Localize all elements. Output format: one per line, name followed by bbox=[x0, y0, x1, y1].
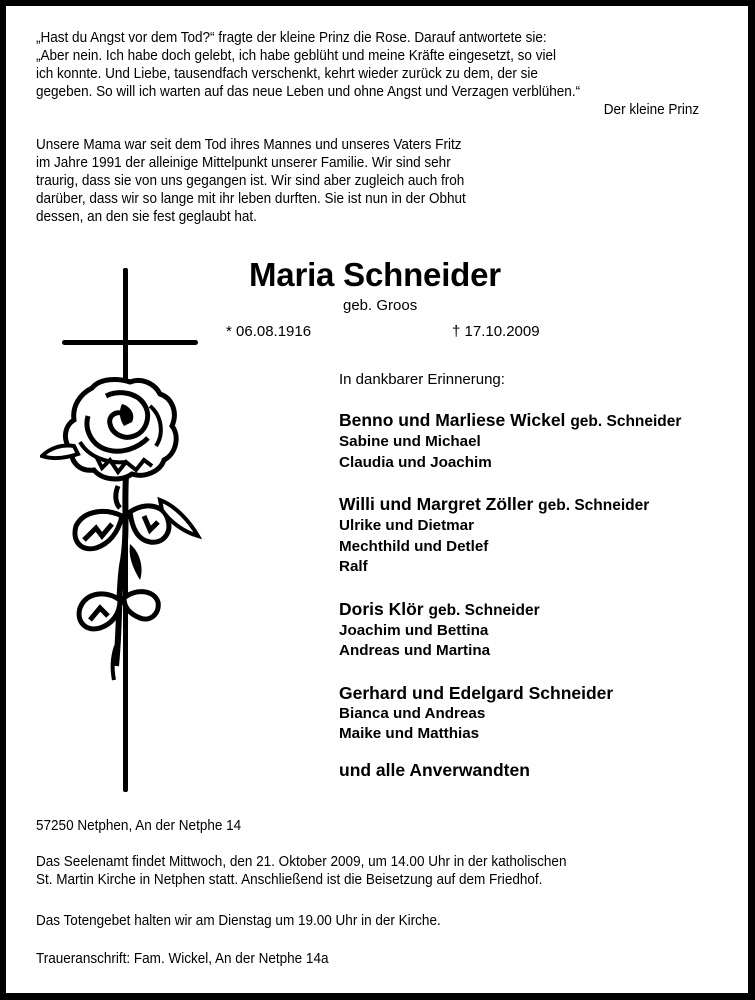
intro-line: dessen, an den sie fest geglaubt hat. bbox=[36, 208, 257, 225]
family-head-name: Gerhard und Edelgard Schneider bbox=[339, 682, 614, 703]
service-info bbox=[36, 853, 566, 889]
family-head-name: Benno und Marliese Wickel bbox=[339, 410, 566, 430]
family-maiden-name: geb. Schneider bbox=[428, 601, 540, 619]
maiden-name: geb. Groos bbox=[343, 297, 418, 314]
family-member: Bianca und Andreas bbox=[339, 704, 486, 722]
family-group bbox=[339, 683, 681, 745]
cross-bar-icon bbox=[62, 340, 198, 345]
intro-line: im Jahre 1991 der alleinige Mittelpunkt unserer Familie. Wir sind sehr bbox=[36, 154, 451, 171]
family-group bbox=[339, 599, 681, 662]
memory-heading: In dankbarer Erinnerung: bbox=[339, 371, 505, 388]
family-head bbox=[339, 599, 681, 621]
family-head-name: Doris Klör bbox=[339, 598, 424, 619]
family-member: Joachim und Bettina bbox=[339, 621, 489, 639]
family-group bbox=[339, 410, 681, 473]
family-member: Claudia und Joachim bbox=[339, 453, 492, 471]
mourning-address: Traueranschrift: Fam. Wickel, An der Netphe 14a bbox=[36, 950, 329, 967]
intro-paragraph bbox=[36, 136, 466, 226]
quote-block bbox=[36, 29, 580, 101]
death-date: † 17.10.2009 bbox=[452, 323, 540, 340]
family-head-name: Willi und Margret Zöller bbox=[339, 494, 534, 514]
family-maiden-name: geb. Schneider bbox=[538, 497, 650, 514]
family-maiden-name: geb. Schneider bbox=[570, 413, 682, 430]
obituary-page bbox=[6, 6, 748, 993]
quote-line: ich konnte. Und Liebe, tausendfach verschenkt, kehrt wieder zurück zu dem, der sie bbox=[36, 65, 538, 82]
family-head bbox=[339, 494, 681, 516]
family-head bbox=[339, 410, 681, 432]
quote-line: „Hast du Angst vor dem Tod?“ fragte der kleine Prinz die Rose. Darauf antwortete sie: bbox=[36, 29, 547, 46]
family-member: Ralf bbox=[339, 558, 368, 575]
intro-line: Unsere Mama war seit dem Tod ihres Mannes und unseres Vaters Fritz bbox=[36, 136, 462, 153]
quote-line: gegeben. So will ich warten auf das neue Leben und ohne Angst und Verzagen verblühen.“ bbox=[36, 83, 581, 100]
mourners-list bbox=[339, 410, 681, 766]
rose-illustration-icon bbox=[40, 376, 210, 686]
family-member: Sabine und Michael bbox=[339, 433, 481, 450]
service-line: St. Martin Kirche in Netphen statt. Anschließend ist die Beisetzung auf dem Friedhof. bbox=[36, 871, 543, 888]
family-head bbox=[339, 683, 681, 704]
deceased-name: Maria Schneider bbox=[249, 256, 501, 293]
relatives-line: und alle Anverwandten bbox=[339, 760, 530, 780]
family-member: Andreas und Martina bbox=[339, 642, 491, 659]
home-address: 57250 Netphen, An der Netphe 14 bbox=[36, 817, 242, 834]
prayer-info: Das Totengebet halten wir am Dienstag um 19.00 Uhr in der Kirche. bbox=[36, 912, 441, 929]
family-member: Maike und Matthias bbox=[339, 725, 480, 742]
family-member: Mechthild und Detlef bbox=[339, 537, 489, 555]
family-group bbox=[339, 494, 681, 578]
intro-line: traurig, dass sie von uns gegangen ist. Wir sind aber zugleich auch froh bbox=[36, 172, 465, 189]
service-line: Das Seelenamt findet Mittwoch, den 21. Oktober 2009, um 14.00 Uhr in der katholischen bbox=[36, 853, 567, 870]
intro-line: darüber, dass wir so lange mit ihr leben durften. Sie ist nun in der Obhut bbox=[36, 190, 466, 207]
family-member: Ulrike und Dietmar bbox=[339, 517, 475, 534]
quote-line: „Aber nein. Ich habe doch gelebt, ich habe geblüht und meine Kräfte eingesetzt, so viel bbox=[36, 47, 556, 64]
birth-date: * 06.08.1916 bbox=[226, 323, 312, 340]
quote-author: Der kleine Prinz bbox=[603, 101, 699, 118]
